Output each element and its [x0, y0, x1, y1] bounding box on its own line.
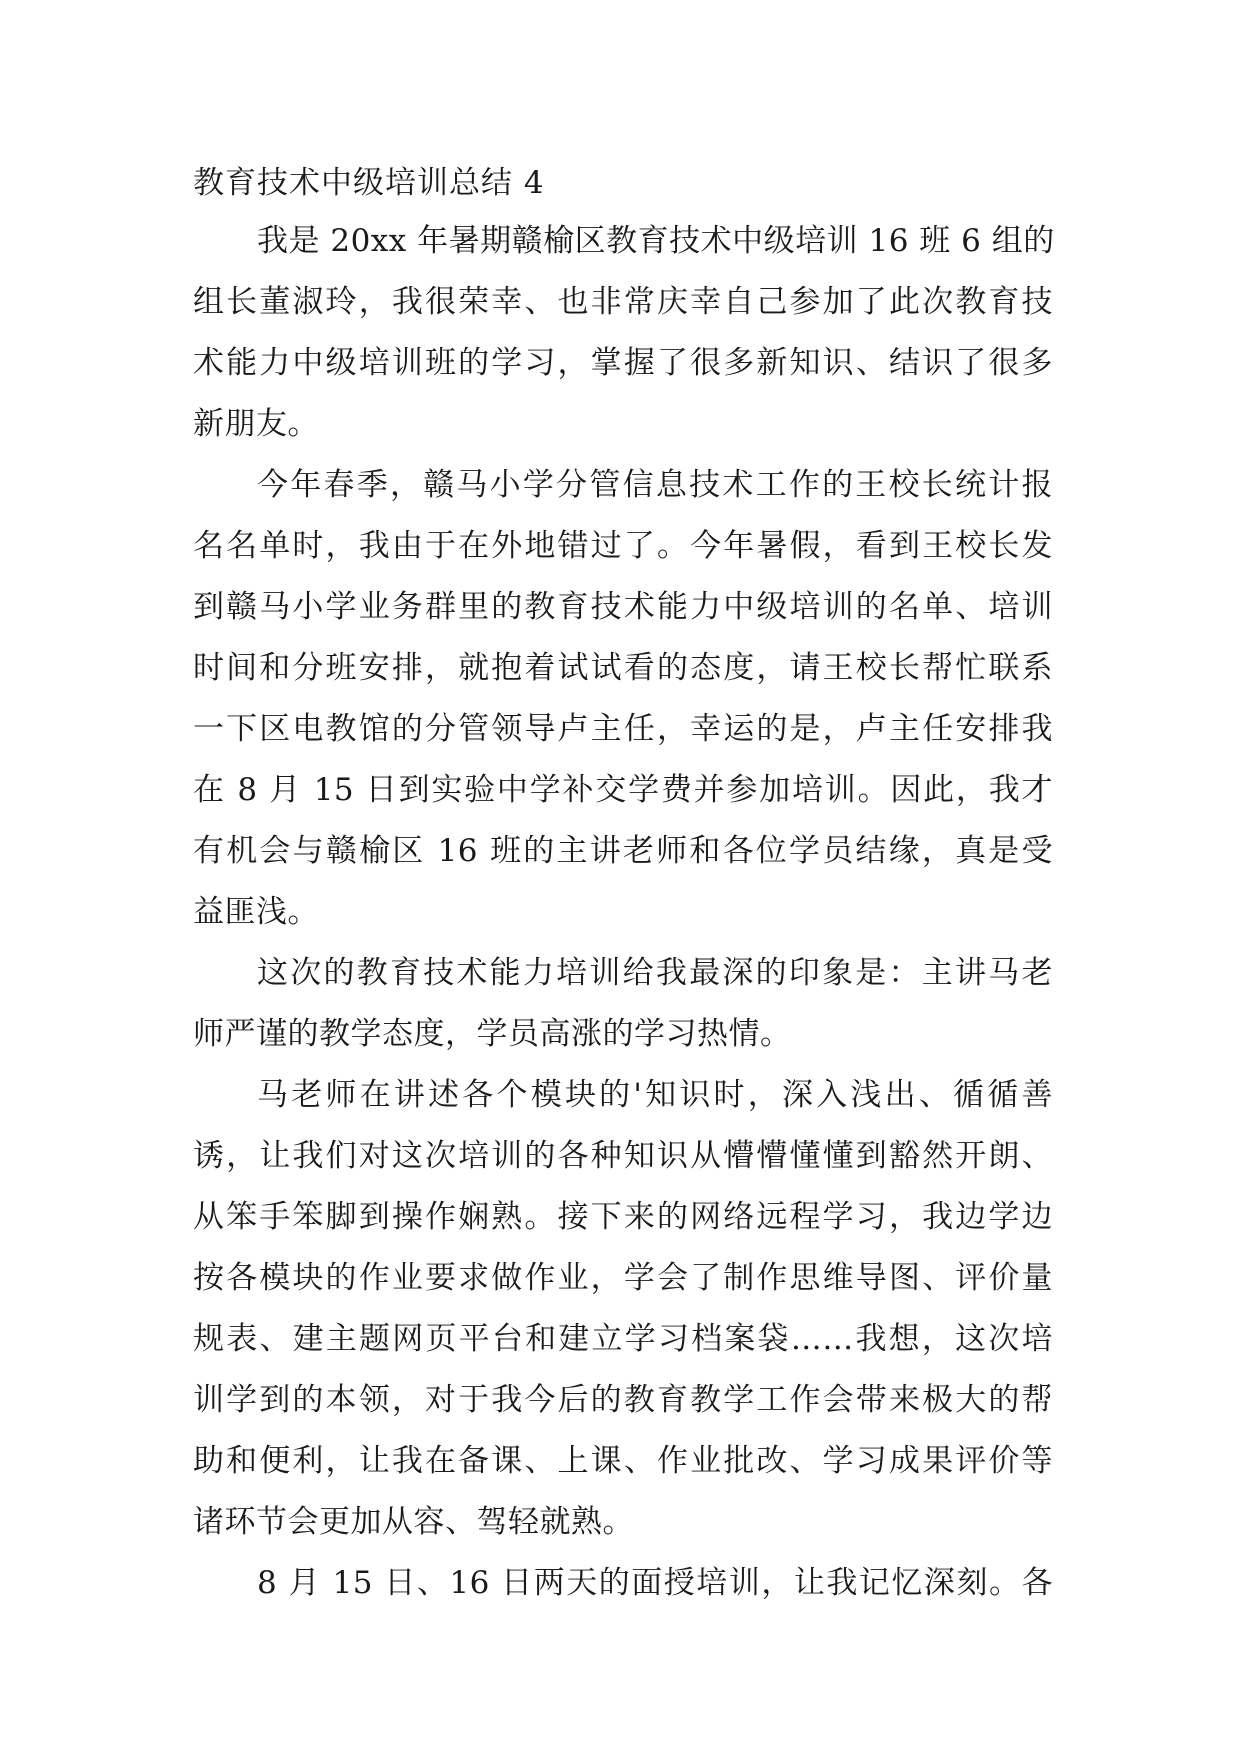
text-line: 术能力中级培训班的学习，掌握了很多新知识、结识了很多: [193, 345, 1053, 381]
text-line: 益匪浅。: [193, 894, 319, 930]
paragraph: [193, 211, 1053, 455]
text-line: 训学到的本领，对于我今后的教育教学工作会带来极大的帮: [193, 1382, 1053, 1418]
text-line: 助和便利，让我在备课、上课、作业批改、学习成果评价等: [193, 1443, 1053, 1479]
text-line: 在 8 月 15 日到实验中学补交学费并参加培训。因此，我才: [193, 772, 1053, 808]
text-line: 这次的教育技术能力培训给我最深的印象是：主讲马老: [257, 955, 1053, 991]
text-line: 有机会与赣榆区 16 班的主讲老师和各位学员结缘，真是受: [193, 833, 1053, 869]
text-line: 马老师在讲述各个模块的'知识时，深入浅出、循循善: [257, 1077, 1053, 1113]
text-line: 名名单时，我由于在外地错过了。今年暑假，看到王校长发: [193, 528, 1053, 564]
paragraph: [193, 1065, 1053, 1553]
text-line: 从笨手笨脚到操作娴熟。接下来的网络远程学习，我边学边: [193, 1199, 1053, 1235]
document-title: 教育技术中级培训总结 4: [193, 165, 545, 201]
text-line: 师严谨的教学态度，学员高涨的学习热情。: [193, 1016, 792, 1052]
text-line: 到赣马小学业务群里的教育技术能力中级培训的名单、培训: [193, 589, 1053, 625]
paragraph: [193, 1553, 1053, 1614]
text-line: 我是 20xx 年暑期赣榆区教育技术中级培训 16 班 6 组的: [257, 223, 1055, 259]
paragraph: [193, 455, 1053, 943]
text-line: 规表、建主题网页平台和建立学习档案袋……我想，这次培: [193, 1321, 1053, 1357]
paragraph: [193, 943, 1053, 1065]
text-line: 新朋友。: [193, 406, 319, 442]
text-line: 8 月 15 日、16 日两天的面授培训，让我记忆深刻。各: [257, 1565, 1053, 1601]
text-line: 一下区电教馆的分管领导卢主任，幸运的是，卢主任安排我: [193, 711, 1053, 747]
text-line: 诸环节会更加从容、驾轻就熟。: [193, 1504, 634, 1540]
text-line: 按各模块的作业要求做作业，学会了制作思维导图、评价量: [193, 1260, 1053, 1296]
text-line: 组长董淑玲，我很荣幸、也非常庆幸自己参加了此次教育技: [193, 284, 1053, 320]
text-line: 今年春季，赣马小学分管信息技术工作的王校长统计报: [257, 467, 1053, 503]
text-line: 诱，让我们对这次培训的各种知识从懵懵懂懂到豁然开朗、: [193, 1138, 1053, 1174]
document-body: [193, 155, 1053, 1614]
text-line: 时间和分班安排，就抱着试试看的态度，请王校长帮忙联系: [193, 650, 1053, 686]
